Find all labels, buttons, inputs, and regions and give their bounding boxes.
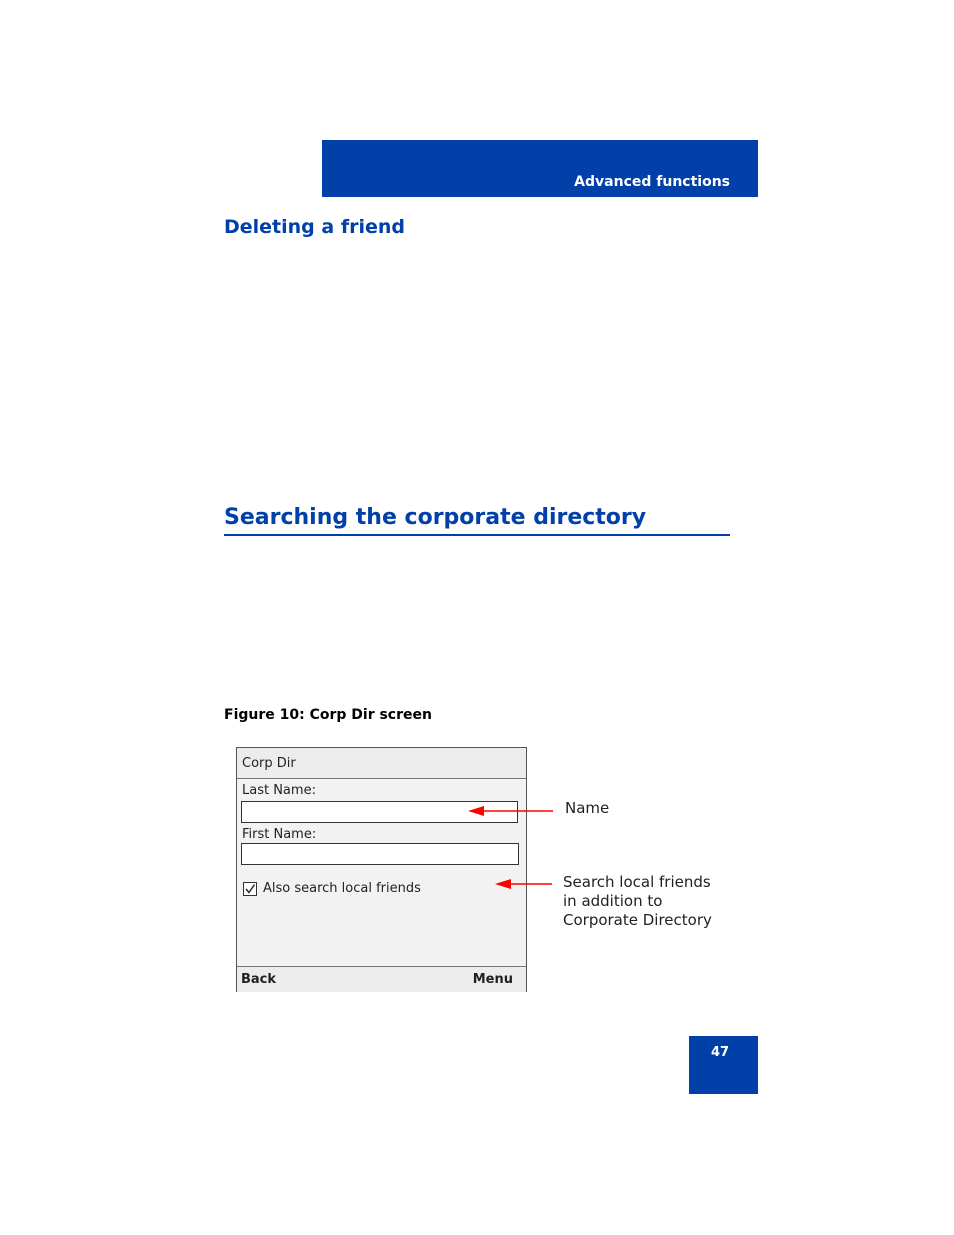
softkey-bar <box>237 966 526 992</box>
checkmark-icon <box>244 883 256 895</box>
search-local-annotation <box>563 873 712 930</box>
screen-title-bar <box>237 748 526 779</box>
section-title: Advanced functions <box>574 174 730 190</box>
last-name-label: Last Name: <box>242 783 316 798</box>
back-softkey[interactable]: Back <box>241 972 277 987</box>
search-local-arrow-icon <box>493 876 555 892</box>
corp-dir-screen <box>236 747 527 992</box>
search-local-annotation-line3: Corporate Directory <box>563 911 712 929</box>
search-local-annotation-line2: in addition to <box>563 892 663 910</box>
figure-caption: Figure 10: Corp Dir screen <box>224 707 432 723</box>
screen-title: Corp Dir <box>242 756 296 771</box>
menu-softkey[interactable]: Menu <box>472 972 513 987</box>
header-band <box>322 140 758 197</box>
name-annotation: Name <box>565 799 610 817</box>
page-number: 47 <box>710 1045 730 1060</box>
first-name-input[interactable] <box>241 843 519 865</box>
page-number-box <box>689 1036 758 1094</box>
first-name-label: First Name: <box>242 827 317 842</box>
search-local-friends-checkbox[interactable] <box>243 882 257 896</box>
search-local-annotation-line1: Search local friends <box>563 873 711 891</box>
heading-searching-corporate-directory: Searching the corporate directory <box>224 505 730 536</box>
name-arrow-icon <box>466 803 556 819</box>
heading-deleting-a-friend: Deleting a friend <box>224 216 405 238</box>
search-local-friends-label: Also search local friends <box>263 881 421 896</box>
